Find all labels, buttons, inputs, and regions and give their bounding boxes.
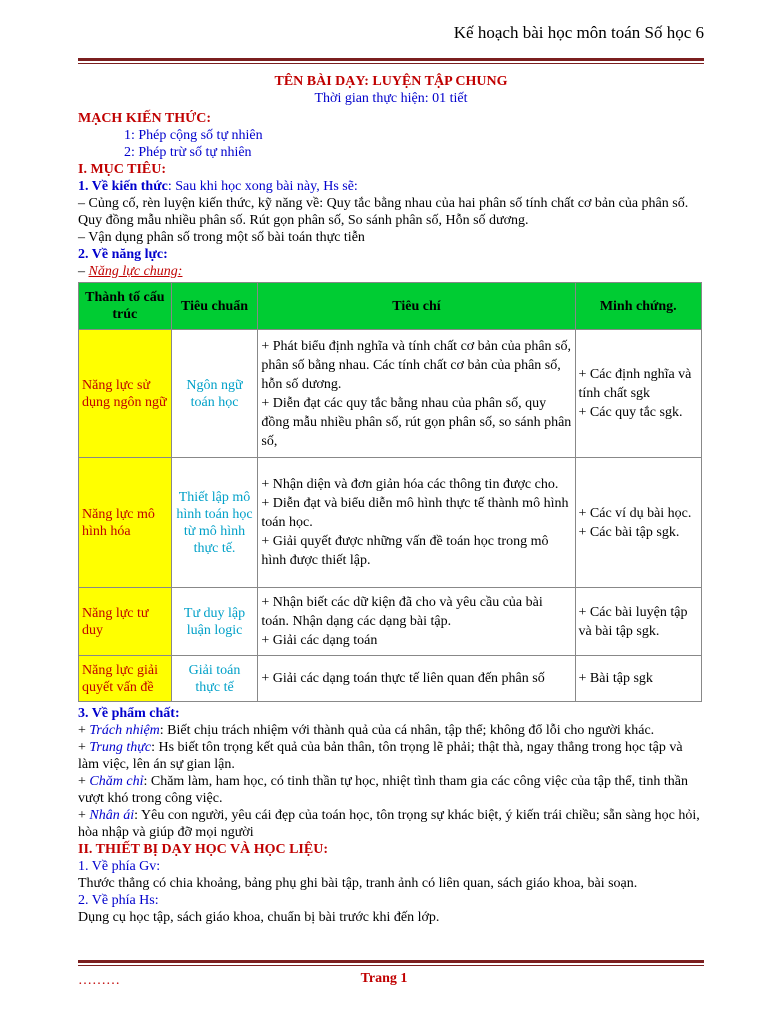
quality-text: : Chăm làm, ham học, có tinh thần tự học, nhiệt tình tham gia các công việc của tập thể, tinh thần vượt khó trong công việc.	[78, 774, 688, 806]
table-row	[79, 656, 702, 702]
quality-label: Nhân ái	[89, 808, 135, 823]
row-criteria: + Nhận biết các dữ kiện đã cho và yêu cầu của bài toán. Nhận dạng các dạng bài tập. + Giải các dạng toán	[258, 588, 575, 656]
quality-item	[78, 807, 704, 841]
quality-prefix: +	[78, 723, 90, 738]
quality-prefix: +	[78, 740, 90, 755]
quality-prefix: +	[78, 808, 90, 823]
header-evidence: Minh chứng.	[575, 283, 701, 330]
footer-rule	[78, 960, 704, 963]
row-element: Năng lực giải quyết vấn đề	[79, 656, 172, 702]
header-standard: Tiêu chuẩn	[171, 283, 258, 330]
header-rule	[78, 58, 704, 61]
row-element: Năng lực sử dụng ngôn ngữ	[79, 330, 172, 458]
page-content	[78, 73, 704, 926]
objectives-heading: I. MỤC TIÊU:	[78, 162, 167, 177]
row-evidence: + Bài tập sgk	[575, 656, 701, 702]
ability-dash: –	[78, 264, 89, 279]
knowledge-line-1: – Củng cố, rèn luyện kiến thức, kỹ năng về: Quy tắc bằng nhau của hai phân số tính chất cơ bản của phân số. Quy đồng mẫu nhiều phân số. Rút gọn phân số, So sánh phân số, Hỗn số dương.	[78, 196, 689, 228]
table-row	[79, 458, 702, 588]
ability-table	[78, 282, 702, 702]
ability-heading: 2. Về năng lực:	[78, 247, 168, 262]
quality-item	[78, 739, 704, 773]
quality-text: : Hs biết tôn trọng kết quả của bản thân, tôn trọng lẽ phải; thật thà, ngay thẳng trong học tập và làm việc, lên án sự gian lận.	[78, 740, 683, 772]
equipment-heading: II. THIẾT BỊ DẠY HỌC VÀ HỌC LIỆU:	[78, 842, 328, 857]
equipment-gv-text: Thước thẳng có chia khoảng, bảng phụ ghi bài tập, tranh ảnh có liên quan, sách giáo khoa, bài soạn.	[78, 876, 638, 891]
document-header-title: Kế hoạch bài học môn toán Số học 6	[453, 23, 704, 42]
page-number: Trang 1	[360, 971, 408, 986]
row-element: Năng lực tư duy	[79, 588, 172, 656]
row-evidence: + Các định nghĩa và tính chất sgk + Các quy tắc sgk.	[575, 330, 701, 458]
table-row	[79, 330, 702, 458]
row-evidence: + Các ví dụ bài học. + Các bài tập sgk.	[575, 458, 701, 588]
equipment-hs-label: 2. Về phía Hs:	[78, 893, 159, 908]
knowledge-objective-label: 1. Về kiến thức	[78, 179, 168, 194]
quality-label: Trung thực	[89, 740, 152, 755]
lesson-time: Thời gian thực hiện: 01 tiết	[314, 91, 468, 106]
row-criteria: + Giải các dạng toán thực tế liên quan đến phân số	[258, 656, 575, 702]
ability-general-label: Năng lực chung	[88, 264, 178, 279]
header-criteria: Tiêu chí	[258, 283, 575, 330]
knowledge-item-2: 2: Phép trừ số tự nhiên	[124, 145, 252, 160]
ability-general-colon: :	[177, 264, 183, 279]
row-criteria: + Phát biểu định nghĩa và tính chất cơ bản của phân số, phân số bằng nhau. Các tính chất cơ bản của phân số, hỗn số dương. + Diễn đạt các quy tắc bằng nhau của phân số, quy đồng mẫu nhiều phân số, rút gọn phân số, so sánh phân số,	[258, 330, 575, 458]
table-row	[79, 588, 702, 656]
equipment-hs-text: Dụng cụ học tập, sách giáo khoa, chuẩn bị bài trước khi đến lớp.	[78, 910, 440, 925]
quality-prefix: +	[78, 774, 90, 789]
footer-rule-thin	[78, 965, 704, 966]
quality-text: : Yêu con người, yêu cái đẹp của toán học, tôn trọng sự khác biệt, ý kiến trái chiều; sẵn sàng học hỏi, hòa nhập và giúp đỡ mọi người	[78, 808, 700, 840]
row-evidence: + Các bài luyện tập và bài tập sgk.	[575, 588, 701, 656]
footer-dots: ………	[78, 973, 120, 988]
ability-general	[78, 263, 704, 280]
equipment-gv-label: 1. Về phía Gv:	[78, 859, 161, 874]
quality-label: Trách nhiệm	[89, 723, 160, 738]
knowledge-objective	[78, 178, 704, 195]
quality-label: Chăm chỉ	[89, 774, 144, 789]
header-element: Thành tố cấu trúc	[79, 283, 172, 330]
quality-item	[78, 722, 704, 739]
row-standard: Giải toán thực tế	[171, 656, 258, 702]
knowledge-line-2: – Vận dụng phân số trong một số bài toán thực tiễn	[78, 230, 365, 245]
row-element: Năng lực mô hình hóa	[79, 458, 172, 588]
lesson-title: TÊN BÀI DẠY: LUYỆN TẬP CHUNG	[274, 74, 508, 89]
knowledge-heading: MẠCH KIẾN THỨC:	[78, 111, 211, 126]
quality-item	[78, 773, 704, 807]
knowledge-item-1: 1: Phép cộng số tự nhiên	[124, 128, 263, 143]
qualities-heading: 3. Về phẩm chất:	[78, 706, 180, 721]
header-rule-thin	[78, 63, 704, 64]
row-standard: Ngôn ngữ toán học	[171, 330, 258, 458]
row-standard: Tư duy lập luận logic	[171, 588, 258, 656]
row-criteria: + Nhận diện và đơn giản hóa các thông tin được cho. + Diễn đạt và biểu diễn mô hình thực tế thành mô hình toán học. + Giải quyết được những vấn đề toán học trong mô hình được thiết lập.	[258, 458, 575, 588]
quality-text: : Biết chịu trách nhiệm với thành quả của cá nhân, tập thể; không đổ lỗi cho người khác.	[159, 723, 655, 738]
ability-table-header-row	[79, 283, 702, 330]
knowledge-objective-intro: : Sau khi học xong bài này, Hs sẽ:	[167, 179, 358, 194]
row-standard: Thiết lập mô hình toán học từ mô hình thực tế.	[171, 458, 258, 588]
